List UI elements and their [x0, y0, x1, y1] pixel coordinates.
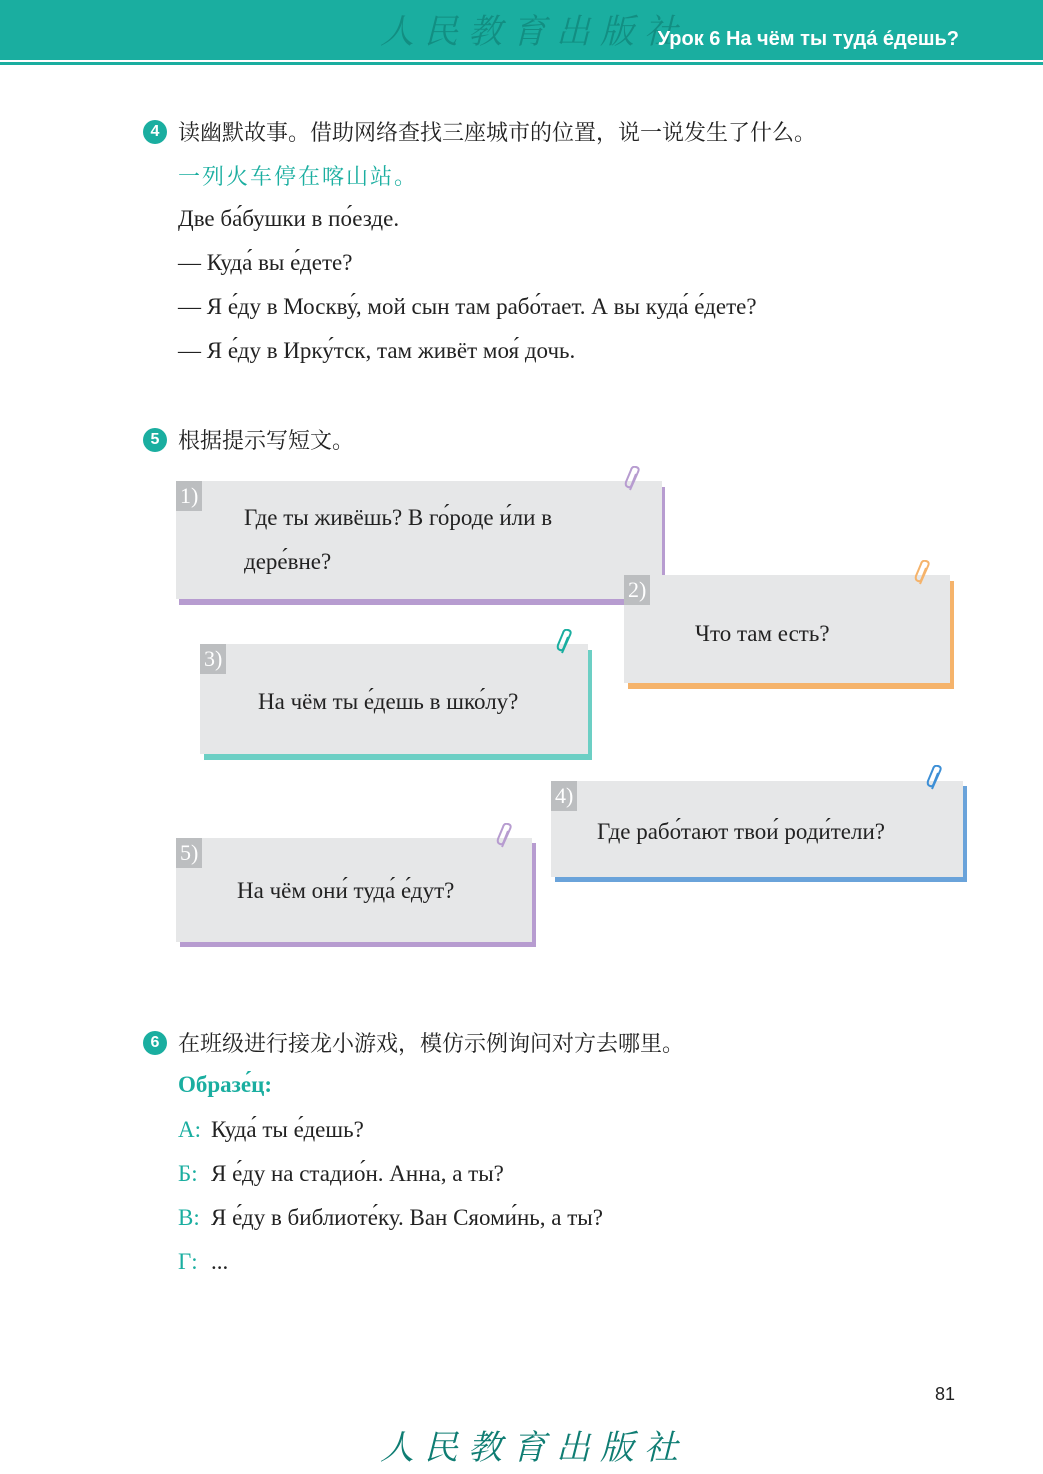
page-number: 81 [935, 1384, 956, 1404]
dialog-text: Куда́ ты е́дешь? [211, 1117, 364, 1142]
story-line: Две ба́бушки в по́езде. [178, 206, 400, 231]
card-text: На чём ты е́дешь в шко́лу? [258, 689, 519, 714]
prompt-card-5 [176, 838, 532, 942]
card-number: 4) [551, 781, 577, 811]
card-number: 3) [200, 644, 226, 674]
dialog-speaker: А: [178, 1117, 201, 1142]
header-line [0, 62, 1043, 65]
paperclip-icon [914, 560, 934, 588]
story-line: — Я е́ду в Ирку́тск, там живёт моя́ дочь. [178, 338, 576, 363]
paperclip-icon [926, 765, 946, 793]
sample-label: Образе́ц: [178, 1072, 273, 1097]
paperclip-icon [556, 629, 576, 657]
paperclip-icon [624, 466, 644, 494]
exercise-5-number: 5 [143, 428, 167, 452]
card-text: Что там есть? [695, 621, 830, 646]
story-line: — Я е́ду в Москву́, мой сын там рабо́тает. А вы куда́ е́дете? [178, 294, 757, 319]
dialog-speaker: Г: [178, 1249, 198, 1274]
dialog-speaker: Б: [178, 1161, 198, 1186]
card-text: На чём они́ туда́ е́дут? [237, 878, 455, 903]
story-line: — Куда́ вы е́дете? [178, 250, 353, 275]
card-number: 2) [624, 575, 650, 605]
dialog-speaker: В: [178, 1205, 200, 1230]
prompt-card-4 [551, 781, 963, 877]
prompt-card-3 [200, 644, 588, 754]
dialog-text: Я е́ду на стадио́н. Анна, а ты? [211, 1161, 504, 1186]
exercise-6-instruction: 在班级进行接龙小游戏，模仿示例询问对方去哪里。 [178, 1032, 685, 1057]
exercise-5-instruction: 根据提示写短文。 [178, 429, 355, 454]
card-text: дере́вне? [244, 549, 332, 574]
exercise-4-number: 4 [143, 120, 167, 144]
card-number: 1) [176, 481, 202, 511]
publisher-logo-header: 人民教育出版社 [380, 12, 688, 52]
card-text: Где ты живёшь? В го́роде и́ли в [244, 505, 553, 530]
prompt-card-1 [176, 481, 662, 599]
dialog-text: Я е́ду в библиоте́ку. Ван Сяоми́нь, а ты? [211, 1205, 603, 1230]
lesson-title: Урок 6 На чём ты туда́ е́дешь? [657, 28, 959, 50]
dialog-text: ... [211, 1249, 229, 1274]
exercise-6-number: 6 [143, 1031, 167, 1055]
exercise-4-note: 一列火车停在喀山站。 [178, 165, 419, 190]
exercise-4-instruction: 读幽默故事。借助网络查找三座城市的位置，说一说发生了什么。 [178, 121, 817, 146]
card-text: Где рабо́тают твои́ роди́тели? [597, 819, 885, 844]
prompt-card-2 [624, 575, 950, 683]
paperclip-icon [496, 823, 516, 851]
card-number: 5) [176, 838, 202, 868]
publisher-logo-footer: 人民教育出版社 [380, 1428, 688, 1468]
